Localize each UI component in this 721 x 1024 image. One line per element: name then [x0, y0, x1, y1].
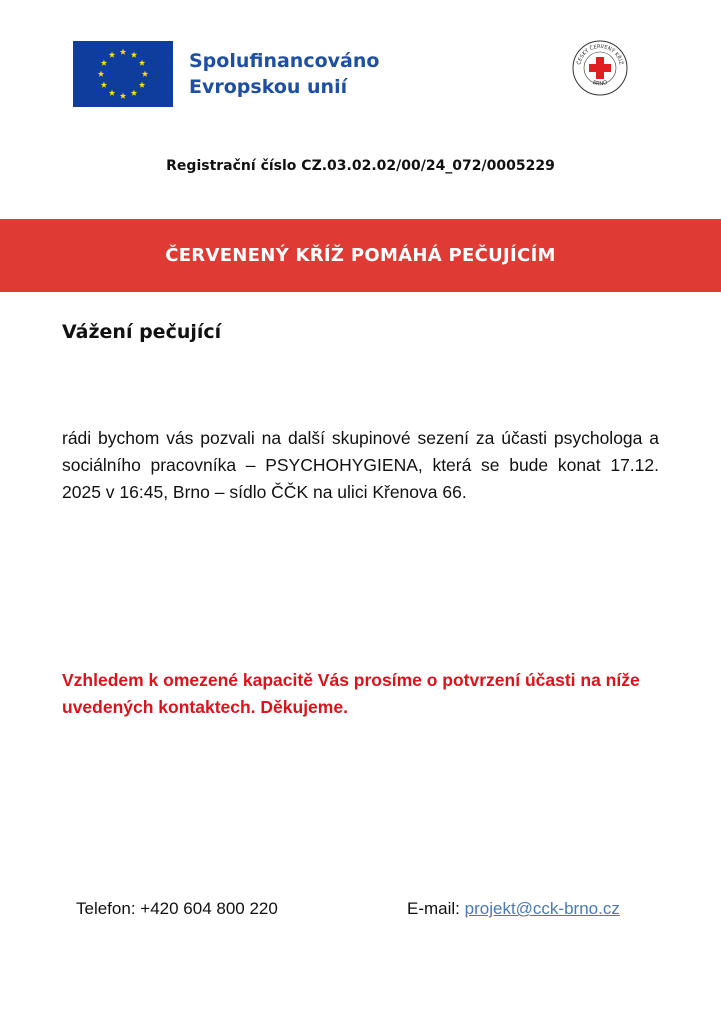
eu-logo-text: [189, 48, 379, 100]
eu-star-icon: [120, 49, 126, 55]
eu-star-icon: [139, 60, 145, 66]
email-link[interactable]: projekt@cck-brno.cz: [464, 899, 620, 918]
eu-star-icon: [109, 52, 115, 58]
banner-title: ČERVENENÝ KŘÍŽ POMÁHÁ PEČUJÍCÍM: [165, 245, 556, 266]
eu-cofinancing-logo: [73, 41, 379, 107]
red-cross-top-text: ČESKÝ ČERVENÝ KŘÍŽ: [576, 43, 624, 66]
invitation-body: rádi bychom vás pozvali na další skupinové sezení za účasti psychologa a sociálního pracovníka – PSYCHOHYGIENA, která se bude konat 17.12. 2025 v 16:45, Brno – sídlo ČČK na ulici Křenova 66.: [62, 428, 659, 502]
registration-number: Registrační číslo CZ.03.02.02/00/24_072/0005229: [166, 158, 555, 174]
eu-star-icon: [101, 60, 107, 66]
phone-label: Telefon:: [76, 899, 136, 918]
red-cross-brno-logo: [570, 38, 630, 98]
eu-star-icon: [142, 71, 148, 77]
eu-star-icon: [131, 52, 137, 58]
eu-logo-line1: Spolufinancováno: [189, 50, 380, 72]
title-banner: [0, 219, 721, 292]
phone-contact: [76, 899, 278, 919]
eu-star-icon: [139, 82, 145, 88]
eu-flag-icon: [73, 41, 173, 107]
greeting: Vážení pečující: [62, 321, 222, 343]
eu-star-icon: [109, 90, 115, 96]
red-cross-bottom-text: BRNO: [591, 79, 609, 88]
capacity-notice: Vzhledem k omezené kapacitě Vás prosíme o potvrzení účasti na níže uvedených kontaktech. Děkujeme.: [62, 670, 640, 717]
eu-star-icon: [98, 71, 104, 77]
phone-number: +420 604 800 220: [140, 899, 278, 918]
email-contact: [407, 899, 620, 919]
email-label: E-mail:: [407, 899, 460, 918]
eu-logo-line2: Evropskou unií: [189, 76, 348, 98]
eu-star-icon: [131, 90, 137, 96]
eu-stars-circle: [73, 41, 173, 107]
eu-star-icon: [101, 82, 107, 88]
eu-star-icon: [120, 93, 126, 99]
